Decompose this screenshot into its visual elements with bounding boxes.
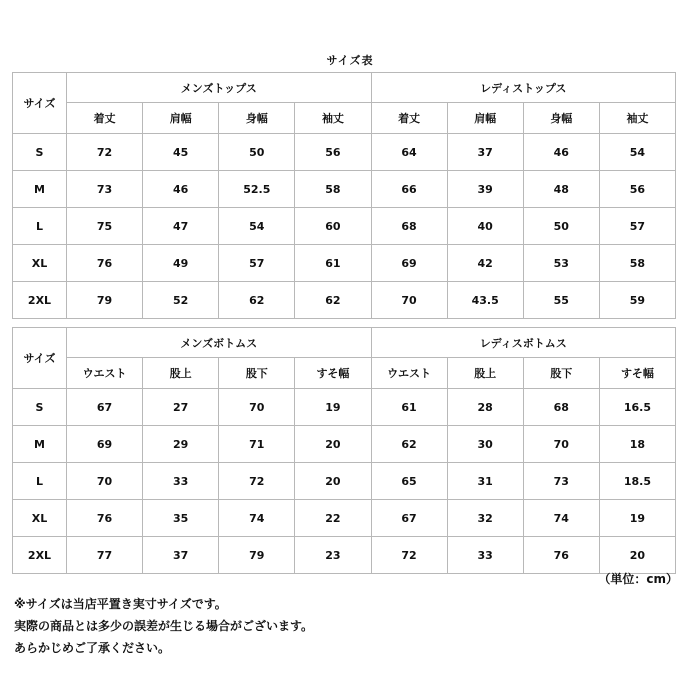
table-cell: 16.5 [599,389,675,426]
table-cell: 67 [371,500,447,537]
table-cell: 40 [447,208,523,245]
size-label: XL [13,245,67,282]
table-cell: 50 [219,134,295,171]
size-label: 2XL [13,282,67,319]
column-header: 股上 [143,358,219,389]
table-cell: 20 [599,537,675,574]
table-cell: 68 [371,208,447,245]
table-cell: 54 [599,134,675,171]
notes [14,593,313,659]
column-header: ウエスト [371,358,447,389]
column-header: 身幅 [523,103,599,134]
table-cell: 37 [143,537,219,574]
table-cell: 37 [447,134,523,171]
table-cell: 49 [143,245,219,282]
table-cell: 48 [523,171,599,208]
table-cell: 42 [447,245,523,282]
size-label: M [13,426,67,463]
ladies-bottoms-group-header: レディスボトムス [371,328,676,358]
table-cell: 33 [143,463,219,500]
table-cell: 23 [295,537,371,574]
table-cell: 33 [447,537,523,574]
table-cell: 71 [219,426,295,463]
table-cell: 46 [143,171,219,208]
table-cell: 72 [219,463,295,500]
table-cell: 20 [295,463,371,500]
table-cell: 19 [295,389,371,426]
table-cell: 67 [67,389,143,426]
table-cell: 70 [523,426,599,463]
table-row [13,171,676,208]
table-cell: 72 [67,134,143,171]
table-row [13,426,676,463]
table-cell: 31 [447,463,523,500]
table-cell: 61 [371,389,447,426]
note-line: 実際の商品とは多少の誤差が生じる場合がございます。 [14,619,314,633]
table-cell: 56 [599,171,675,208]
table-cell: 56 [295,134,371,171]
table-cell: 62 [295,282,371,319]
table-cell: 74 [523,500,599,537]
table-cell: 55 [523,282,599,319]
column-header: 袖丈 [599,103,675,134]
table-row [13,208,676,245]
column-header: すそ幅 [599,358,675,389]
size-row-header: サイズ [13,328,67,389]
table-row [13,389,676,426]
table-cell: 76 [523,537,599,574]
table-cell: 73 [67,171,143,208]
column-header: 身幅 [219,103,295,134]
column-header: すそ幅 [295,358,371,389]
table-cell: 57 [599,208,675,245]
table-cell: 62 [219,282,295,319]
table-cell: 32 [447,500,523,537]
note-line: ※サイズは当店平置き実寸サイズです。 [14,597,227,611]
column-header: 股下 [219,358,295,389]
table-cell: 52 [143,282,219,319]
ladies-tops-group-header: レディストップス [371,73,676,103]
table-row [13,134,676,171]
table-cell: 70 [67,463,143,500]
table-cell: 69 [371,245,447,282]
table-cell: 46 [523,134,599,171]
bottoms-size-table [12,327,676,574]
table-cell: 79 [219,537,295,574]
table-cell: 57 [219,245,295,282]
table-cell: 53 [523,245,599,282]
size-label: M [13,171,67,208]
size-label: S [13,389,67,426]
size-label: XL [13,500,67,537]
table-cell: 28 [447,389,523,426]
table-cell: 60 [295,208,371,245]
tops-size-table [12,72,676,319]
size-label: 2XL [13,537,67,574]
column-header: 股下 [523,358,599,389]
table-cell: 61 [295,245,371,282]
table-row [13,282,676,319]
table-cell: 76 [67,500,143,537]
table-cell: 47 [143,208,219,245]
table-cell: 64 [371,134,447,171]
table-cell: 54 [219,208,295,245]
column-header: ウエスト [67,358,143,389]
table-cell: 22 [295,500,371,537]
table-cell: 72 [371,537,447,574]
table-cell: 30 [447,426,523,463]
tops-column-header-row [13,103,676,134]
table-cell: 18 [599,426,675,463]
column-header: 股上 [447,358,523,389]
size-label: L [13,463,67,500]
table-cell: 45 [143,134,219,171]
mens-tops-group-header: メンズトップス [67,73,372,103]
table-cell: 58 [295,171,371,208]
table-cell: 79 [67,282,143,319]
size-label: S [13,134,67,171]
table-row [13,537,676,574]
table-row [13,500,676,537]
table-cell: 29 [143,426,219,463]
table-cell: 76 [67,245,143,282]
table-cell: 58 [599,245,675,282]
column-header: 着丈 [371,103,447,134]
table-cell: 19 [599,500,675,537]
table-cell: 70 [371,282,447,319]
table-cell: 35 [143,500,219,537]
table-cell: 39 [447,171,523,208]
table-cell: 75 [67,208,143,245]
column-header: 袖丈 [295,103,371,134]
table-cell: 66 [371,171,447,208]
table-cell: 43.5 [447,282,523,319]
column-header: 着丈 [67,103,143,134]
column-header: 肩幅 [143,103,219,134]
table-cell: 69 [67,426,143,463]
table-cell: 74 [219,500,295,537]
table-cell: 62 [371,426,447,463]
table-cell: 52.5 [219,171,295,208]
table-cell: 27 [143,389,219,426]
table-cell: 59 [599,282,675,319]
table-cell: 65 [371,463,447,500]
table-cell: 50 [523,208,599,245]
column-header: 肩幅 [447,103,523,134]
table-row [13,463,676,500]
size-row-header: サイズ [13,73,67,134]
mens-bottoms-group-header: メンズボトムス [67,328,372,358]
table-cell: 73 [523,463,599,500]
note-line: あらかじめご了承ください。 [14,641,171,655]
table-cell: 70 [219,389,295,426]
table-cell: 20 [295,426,371,463]
bottoms-column-header-row [13,358,676,389]
page-title: サイズ表 [326,54,374,67]
unit-label: （単位：cm） [598,572,678,586]
table-row [13,245,676,282]
table-cell: 68 [523,389,599,426]
size-label: L [13,208,67,245]
table-cell: 18.5 [599,463,675,500]
table-cell: 77 [67,537,143,574]
